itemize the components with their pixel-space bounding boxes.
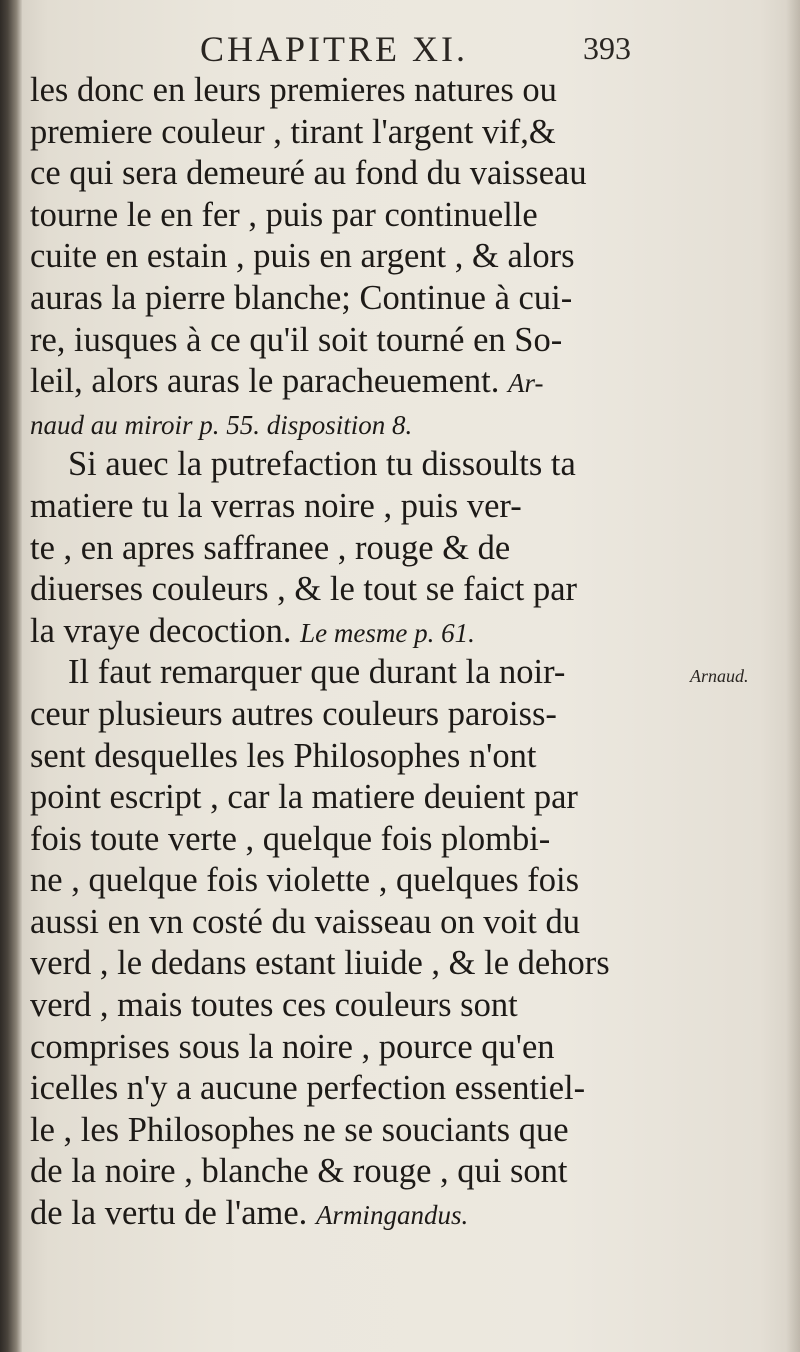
running-head: CHAPITRE XI.: [200, 29, 468, 69]
line-text: matiere tu la verras noire , puis ver-: [30, 486, 522, 525]
text-line: [30, 444, 670, 486]
line-text: ce qui sera demeuré au fond du vaisseau: [30, 154, 587, 193]
citation: naud au miroir p. 55. disposition 8.: [30, 409, 413, 440]
citation: Ar-: [507, 368, 544, 399]
text-line: [30, 736, 670, 778]
text-line: [30, 819, 670, 861]
line-text: premiere couleur , tirant l'argent vif,&: [30, 112, 556, 151]
text-line: [30, 486, 670, 528]
line-text: de la noire , blanche & rouge , qui sont: [30, 1152, 568, 1191]
text-line: [30, 112, 670, 154]
citation: Armingandus.: [315, 1200, 469, 1231]
text-line: [30, 1068, 670, 1110]
text-line: [30, 569, 670, 611]
text-line: [30, 320, 670, 362]
line-text: icelles n'y a aucune perfection essentiel-: [30, 1069, 586, 1108]
line-text: les donc en leurs premieres natures ou: [30, 71, 557, 109]
line-text: ne , quelque fois violette , quelques fois: [30, 861, 580, 900]
text-line: [30, 278, 670, 320]
text-line: [30, 403, 670, 445]
line-text: le , les Philosophes ne se souciants que: [30, 1110, 569, 1149]
line-text: aussi en vn costé du vaisseau on voit du: [30, 902, 580, 941]
text-line: [30, 902, 670, 944]
line-text: de la vertu de l'ame.: [30, 1194, 308, 1233]
line-text: sent desquelles les Philosophes n'ont: [30, 736, 537, 775]
text-line: [30, 860, 670, 902]
text-line: [30, 652, 670, 694]
body-text: [30, 70, 670, 1235]
text-line: [30, 361, 670, 403]
line-text: Il faut remarquer que durant la noir-: [68, 653, 566, 692]
line-text: point escript , car la matiere deuient par: [30, 778, 578, 817]
line-text: verd , mais toutes ces couleurs sont: [30, 986, 518, 1025]
line-text: re, iusques à ce qu'il soit tourné en So-: [30, 320, 563, 359]
text-line: [30, 1151, 670, 1193]
line-text: verd , le dedans estant liuide , & le dehors: [30, 944, 610, 983]
line-text: tourne le en fer , puis par continuelle: [30, 195, 538, 234]
line-text: diuerses couleurs , & le tout se faict par: [30, 570, 578, 609]
line-text: Si auec la putrefaction tu dissoults ta: [68, 445, 576, 484]
line-text: comprises sous la noire , pource qu'en: [30, 1027, 555, 1066]
text-line: [30, 694, 670, 736]
line-text: auras la pierre blanche; Continue à cui-: [30, 278, 573, 317]
text-line: [30, 777, 670, 819]
citation: Le mesme p. 61.: [300, 617, 475, 648]
text-line: [30, 943, 670, 985]
page-number: 393: [583, 30, 631, 66]
text-line: [30, 153, 670, 195]
line-text: ceur plusieurs autres couleurs paroiss-: [30, 694, 557, 733]
text-line: [30, 236, 670, 278]
line-text: la vraye decoction.: [30, 611, 292, 650]
margin-note: Arnaud.: [690, 666, 749, 686]
line-text: cuite en estain , puis en argent , & alors: [30, 237, 575, 276]
page-edge: [786, 0, 800, 1352]
text-line: [30, 985, 670, 1027]
text-line: [30, 528, 670, 570]
line-text: te , en apres saffranee , rouge & de: [30, 528, 511, 567]
text-line: [30, 70, 670, 112]
line-text: leil, alors auras le paracheuement.: [30, 362, 500, 401]
text-line: [30, 1110, 670, 1152]
text-line: [30, 611, 670, 653]
text-line: [30, 1193, 670, 1235]
text-line: [30, 1027, 670, 1069]
line-text: fois toute verte , quelque fois plombi-: [30, 819, 551, 858]
text-line: [30, 195, 670, 237]
book-binding: [0, 0, 22, 1352]
